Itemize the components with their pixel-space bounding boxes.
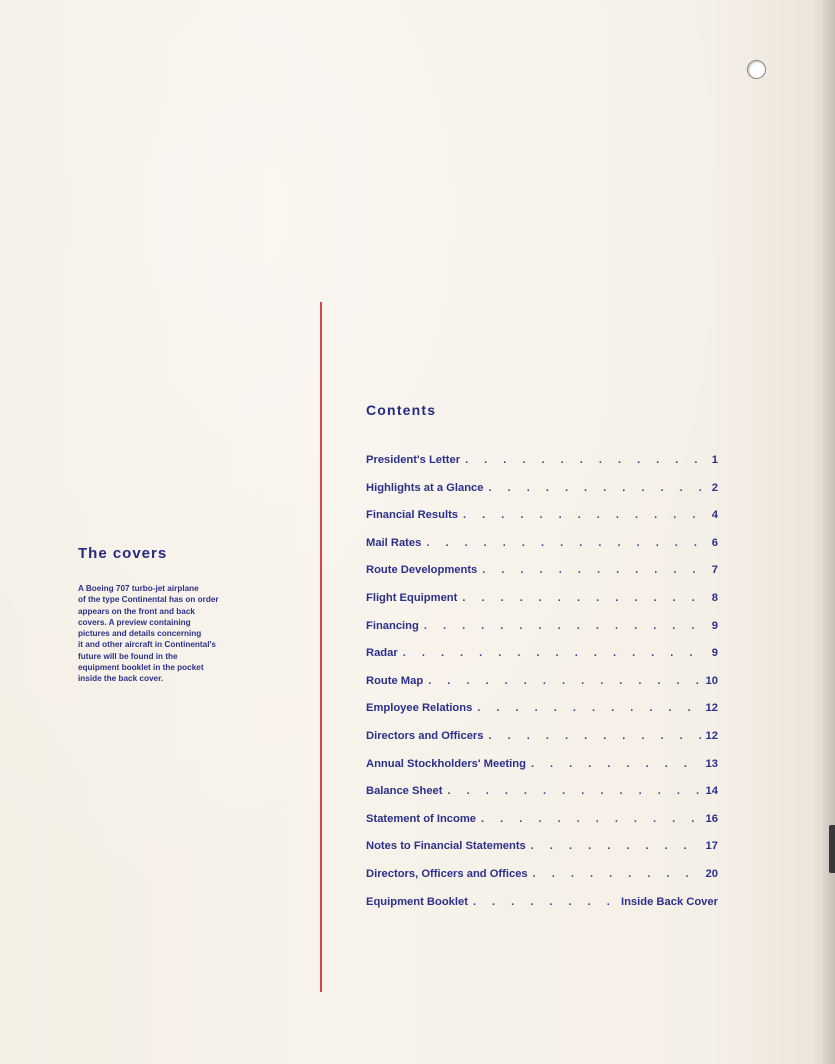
covers-line: inside the back cover.	[78, 674, 164, 684]
dot-leader	[473, 896, 616, 908]
toc-entry-label: Balance Sheet	[366, 785, 443, 798]
toc-entry-label: Route Developments	[366, 564, 478, 577]
toc-entry-label: Notes to Financial Statements	[366, 840, 526, 853]
toc-entry-label: Financial Results	[366, 509, 459, 522]
toc-entry-page: 1	[711, 454, 718, 466]
toc-entry[interactable]	[366, 675, 718, 703]
dot-leader	[428, 675, 700, 687]
toc-entry-label: Directors and Officers	[366, 729, 484, 742]
toc-entry-label: Annual Stockholders' Meeting	[366, 757, 526, 770]
toc-entry-page: 9	[711, 647, 718, 660]
toc-entry[interactable]	[366, 592, 718, 620]
toc-entry-page: 12	[705, 729, 718, 742]
table-of-contents	[366, 454, 718, 923]
dot-leader	[482, 564, 706, 576]
toc-entry[interactable]	[366, 537, 718, 565]
toc-entry-label: Financing	[366, 619, 419, 632]
toc-entry[interactable]	[366, 647, 718, 675]
toc-entry[interactable]	[366, 564, 718, 592]
toc-entry[interactable]	[366, 482, 718, 510]
toc-entry-label: Mail Rates	[366, 536, 422, 549]
dot-leader	[403, 647, 707, 659]
covers-line: it and other aircraft in Continental's	[78, 640, 216, 650]
covers-line: pictures and details concerning	[78, 629, 202, 639]
dot-leader	[426, 537, 706, 549]
toc-entry-label: Highlights at a Glance	[366, 481, 484, 494]
punch-hole	[747, 60, 766, 79]
contents-heading: Contents	[366, 402, 437, 418]
dot-leader	[477, 702, 700, 714]
covers-line: of the type Continental has on order	[78, 595, 219, 605]
toc-entry-label: Flight Equipment	[366, 591, 458, 604]
covers-line: appears on the front and back	[78, 606, 195, 616]
toc-entry-label: Route Map	[366, 674, 424, 687]
dot-leader	[463, 509, 707, 521]
dot-leader	[424, 620, 707, 632]
dot-leader	[465, 454, 707, 466]
covers-description	[78, 583, 258, 685]
dot-leader	[531, 840, 701, 852]
dot-leader	[462, 592, 706, 604]
covers-line: covers. A preview containing	[78, 617, 191, 627]
toc-entry[interactable]	[366, 454, 718, 482]
dot-leader	[531, 758, 701, 770]
toc-entry-label: Directors, Officers and Offices	[366, 867, 528, 880]
page-edge-shadow	[821, 0, 835, 1064]
divider-rule	[320, 302, 322, 992]
covers-heading: The covers	[78, 545, 168, 562]
toc-entry-page: 7	[711, 564, 718, 577]
toc-entry-label: Equipment Booklet	[366, 895, 468, 908]
toc-entry-page: 13	[705, 757, 718, 770]
toc-entry[interactable]	[366, 702, 718, 730]
toc-entry-page: 20	[705, 867, 718, 880]
dot-leader	[489, 730, 701, 742]
toc-entry-page: 14	[705, 785, 718, 798]
toc-entry-label: Statement of Income	[366, 812, 477, 825]
toc-entry[interactable]	[366, 813, 718, 841]
toc-entry-page: 8	[711, 591, 718, 604]
toc-entry-page: 17	[705, 840, 718, 853]
binding-tab	[829, 825, 835, 873]
toc-entry-label: Employee Relations	[366, 702, 473, 715]
toc-entry[interactable]	[366, 868, 718, 896]
toc-entry[interactable]	[366, 840, 718, 868]
covers-line: A Boeing 707 turbo-jet airplane	[78, 584, 199, 593]
covers-line: future will be found in the	[78, 651, 178, 661]
dot-leader	[481, 813, 701, 825]
toc-entry-page: 4	[711, 509, 718, 522]
dot-leader	[533, 868, 701, 880]
toc-entry-page: 10	[705, 674, 718, 687]
covers-line: equipment booklet in the pocket	[78, 663, 204, 673]
toc-entry-page: 6	[711, 536, 718, 549]
dot-leader	[489, 482, 707, 494]
toc-entry-page: 9	[711, 619, 718, 632]
toc-entry-page: 2	[711, 481, 718, 494]
toc-entry-page: 16	[705, 812, 718, 825]
toc-entry-page: Inside Back Cover	[620, 895, 718, 908]
toc-entry-page: 12	[705, 702, 718, 715]
toc-entry[interactable]	[366, 785, 718, 813]
toc-entry-label: Radar	[366, 647, 398, 660]
toc-entry[interactable]	[366, 509, 718, 537]
toc-entry[interactable]	[366, 758, 718, 786]
toc-entry[interactable]	[366, 730, 718, 758]
dot-leader	[447, 785, 700, 797]
toc-entry-label: President's Letter	[366, 454, 461, 466]
toc-entry[interactable]	[366, 620, 718, 648]
toc-entry[interactable]	[366, 896, 718, 924]
